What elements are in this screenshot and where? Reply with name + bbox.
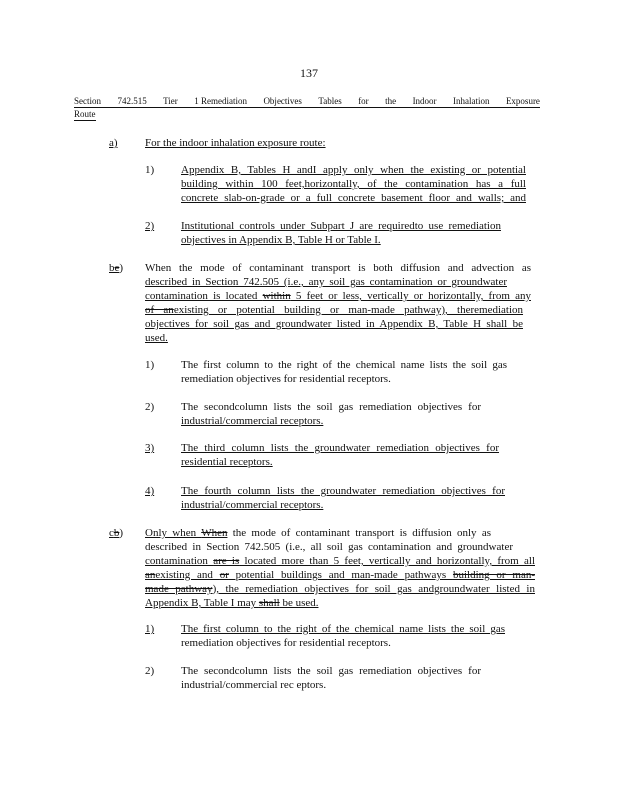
text-line: industrial/commercial receptors.	[181, 415, 324, 427]
heading-word: Inhalation	[453, 96, 490, 106]
item-c1-text	[181, 622, 505, 650]
heading-route: Route	[74, 109, 96, 119]
deleted-text: shall	[258, 597, 280, 609]
heading-word: 742.515	[117, 96, 147, 106]
subsection-c-label	[109, 526, 123, 540]
heading-word: Indoor	[412, 96, 437, 106]
text-line: described in Section 742.505 (i.e., any soil gas contamination or groundwater	[145, 276, 507, 288]
text-line: industrial/commercial rec eptors.	[181, 679, 327, 691]
item-b3-text	[181, 441, 499, 469]
text-line: described in Section 742.505 (i.e., all soil gas contamination and groundwater	[145, 541, 513, 553]
text-line: remediation objectives for residential receptors.	[181, 637, 391, 649]
text-run: located more than 5 feet, vertically and horizontally, from all	[239, 555, 535, 567]
subsection-a-text: For the indoor inhalation exposure route:	[145, 137, 326, 149]
label-paren: )	[119, 527, 124, 539]
text-line: The secondcolumn lists the soil gas remediation objectives for	[181, 401, 481, 413]
page-number: 137	[300, 66, 318, 80]
text-run: the mode of contaminant transport is diffusion only as	[227, 527, 491, 539]
item-a1-text	[181, 163, 526, 205]
text-line: remediation objectives for residential receptors.	[181, 373, 391, 385]
text-run: potential buildings and man-made pathways	[228, 569, 453, 581]
section-heading-line	[74, 95, 540, 108]
subsection-b-text	[145, 261, 531, 345]
text-line	[145, 289, 531, 303]
text-line: When the mode of contaminant transport is both diffusion and advection as	[145, 262, 531, 274]
deleted-text: made pathway	[145, 583, 213, 595]
text-line: Appendix B, Tables H andI apply only when the existing or potential	[181, 164, 526, 176]
label-deleted: b	[113, 527, 120, 539]
heading-word: the	[385, 96, 397, 106]
subsection-b-label	[109, 261, 123, 275]
text-line	[145, 582, 535, 596]
heading-word: for	[358, 96, 369, 106]
subsection-c-text	[145, 526, 535, 610]
text-line	[145, 554, 535, 568]
text-line: concrete slab-on-grade or a full concrete basement floor and walls; and	[181, 192, 526, 204]
text-run: ), the remediation objectives for soil gas andgroundwater listed in	[212, 583, 535, 595]
text-line: Institutional controls under Subpart J are requiredto use remediation	[181, 220, 501, 232]
item-b2-text	[181, 400, 481, 428]
text-line: objectives in Appendix B, Table H or Table I.	[181, 234, 381, 246]
deleted-text: an	[145, 569, 156, 581]
text-line: The first column to the right of the chemical name lists the soil gas	[181, 359, 507, 371]
heading-word: Section	[74, 96, 101, 106]
text-line	[145, 596, 535, 610]
item-b1-label: 1)	[145, 359, 155, 371]
text-line: The first column to the right of the chemical name lists the soil gas	[181, 623, 505, 635]
heading-word: 1 Remediation	[194, 96, 247, 106]
text-line	[145, 526, 491, 540]
text-run: 5 feet or less, vertically or horizontally, from any	[290, 290, 531, 302]
item-b2-label: 2)	[145, 401, 155, 413]
section-heading	[74, 95, 540, 121]
text-line: The third column lists the groundwater remediation objectives for	[181, 442, 499, 454]
text-line: building within 100 feet,horizontally, of the contamination has a full	[181, 178, 526, 190]
text-line: residential receptors.	[181, 456, 273, 468]
text-line	[145, 568, 535, 582]
deleted-text: of an	[145, 304, 174, 316]
label-paren: )	[119, 262, 124, 274]
deleted-text: building or man-	[452, 569, 535, 581]
text-line: objectives for soil gas and groundwater listed in Appendix B, Table H shall be	[145, 318, 523, 330]
deleted-text: within	[262, 290, 291, 302]
text-run: existing and	[155, 569, 220, 581]
item-b3-label: 3)	[145, 442, 155, 454]
heading-word: Objectives	[263, 96, 302, 106]
text-run: be used.	[279, 597, 319, 609]
item-a2-text	[181, 219, 501, 247]
heading-word: Exposure	[505, 96, 540, 106]
label-deleted: e	[114, 262, 120, 274]
text-run: existing or potential building or man-made pathway), theremediation	[173, 304, 524, 316]
label-inserted: c	[109, 527, 114, 539]
text-run: Appendix B, Table I may	[145, 597, 259, 609]
item-b4-text	[181, 484, 505, 512]
item-b1-text	[181, 358, 507, 386]
text-run: contamination	[145, 555, 214, 567]
label-inserted: b	[109, 262, 115, 274]
item-b4-label: 4)	[145, 485, 155, 497]
deleted-text: When	[201, 527, 228, 539]
item-c2-text	[181, 664, 481, 692]
subsection-a-label: a)	[109, 137, 118, 149]
deleted-text: are is	[213, 555, 240, 567]
text-line: used.	[145, 332, 168, 344]
heading-word: Tables	[318, 96, 342, 106]
text-line: The secondcolumn lists the soil gas remediation objectives for	[181, 665, 481, 677]
inserted-text: Only when	[145, 527, 202, 539]
text-line: industrial/commercial receptors.	[181, 499, 324, 511]
item-a1-label: 1)	[145, 164, 155, 176]
item-a2-label: 2)	[145, 220, 155, 232]
item-c2-label: 2)	[145, 665, 155, 677]
text-line	[145, 303, 523, 317]
deleted-text: or	[219, 569, 229, 581]
heading-word: Tier	[163, 96, 178, 106]
text-line: The fourth column lists the groundwater remediation objectives for	[181, 485, 505, 497]
item-c1-label: 1)	[145, 623, 155, 635]
text-run: contamination is located	[145, 290, 263, 302]
